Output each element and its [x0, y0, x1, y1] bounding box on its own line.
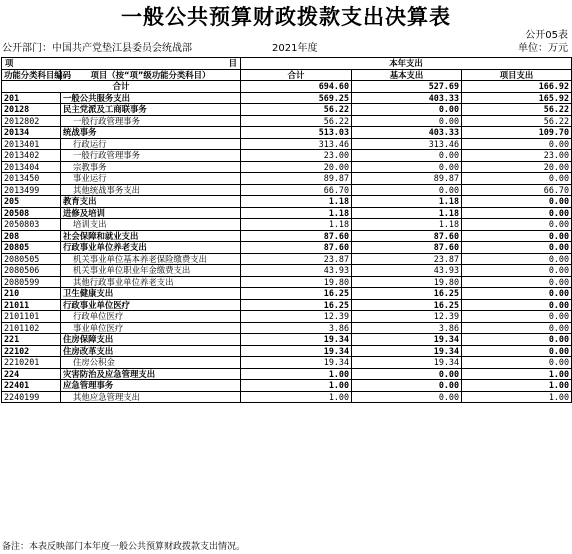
row-name: [61, 380, 241, 392]
table-row: [2, 391, 572, 403]
table-row: [2, 138, 572, 150]
row-basic: 0.00: [352, 150, 462, 162]
row-project: 1.00: [462, 368, 572, 380]
row-code: 22401: [2, 380, 61, 392]
row-name-text: 行政运行: [73, 138, 107, 149]
header-code: 功能分类科目编码: [2, 69, 61, 81]
total-sum: 694.60: [241, 81, 352, 93]
row-basic: 1.18: [352, 219, 462, 231]
row-total: 513.03: [241, 127, 352, 139]
row-total: 19.80: [241, 276, 352, 288]
row-name-text: 培训支出: [73, 219, 107, 229]
row-name-text: 行政事业单位养老支出: [63, 242, 147, 252]
row-code: 224: [2, 368, 61, 380]
row-project: 20.00: [462, 161, 572, 173]
table-row: [2, 242, 572, 254]
table-row: [2, 345, 572, 357]
row-basic: 0.00: [352, 161, 462, 173]
row-project: 1.00: [462, 380, 572, 392]
row-project: 0.00: [462, 311, 572, 323]
table-row: [2, 115, 572, 127]
row-name-text: 其他应急管理支出: [73, 391, 140, 402]
row-code: 2240199: [2, 391, 61, 403]
row-total: 12.39: [241, 311, 352, 323]
table-row: [2, 334, 572, 346]
row-name: [61, 299, 241, 311]
row-basic: 313.46: [352, 138, 462, 150]
row-total: 16.25: [241, 299, 352, 311]
row-name: [61, 288, 241, 300]
header-item-right: 目: [228, 58, 237, 68]
row-total: 1.18: [241, 207, 352, 219]
row-name-text: 事业运行: [73, 173, 107, 183]
row-project: 23.00: [462, 150, 572, 162]
row-name-text: 进修及培训: [63, 207, 105, 218]
row-name-text: 宗教事务: [73, 161, 107, 172]
row-code: 2080599: [2, 276, 61, 288]
row-basic: 12.39: [352, 311, 462, 323]
row-project: 56.22: [462, 104, 572, 116]
row-name: [61, 104, 241, 116]
row-project: 0.00: [462, 253, 572, 265]
row-basic: 0.00: [352, 104, 462, 116]
row-basic: 0.00: [352, 115, 462, 127]
row-name: [61, 138, 241, 150]
row-code: 2013401: [2, 138, 61, 150]
currency-unit: 单位：万元: [518, 43, 568, 54]
row-name-text: 其他统战事务支出: [73, 184, 140, 195]
table-row: [2, 150, 572, 162]
row-project: 0.00: [462, 242, 572, 254]
table-row: [2, 299, 572, 311]
total-basic: 527.69: [352, 81, 462, 93]
row-code: 201: [2, 92, 61, 104]
table-row: [2, 380, 572, 392]
row-name: [61, 357, 241, 369]
row-total: 87.60: [241, 230, 352, 242]
row-project: 0.00: [462, 138, 572, 150]
table-row: [2, 184, 572, 196]
row-name: [61, 92, 241, 104]
form-code: 公开05表: [525, 30, 568, 41]
row-code: 21011: [2, 299, 61, 311]
table-row: [2, 311, 572, 323]
header-item-left: 项: [5, 58, 14, 68]
row-code: 2101102: [2, 322, 61, 334]
row-total: 16.25: [241, 288, 352, 300]
row-name-text: 一般公共服务支出: [63, 92, 130, 103]
row-name-text: 行政事业单位医疗: [63, 299, 130, 310]
row-basic: 3.86: [352, 322, 462, 334]
row-total: 56.22: [241, 104, 352, 116]
row-project: 0.00: [462, 265, 572, 277]
row-project: 165.92: [462, 92, 572, 104]
table-row: [2, 230, 572, 242]
row-name: [61, 173, 241, 185]
row-basic: 19.34: [352, 334, 462, 346]
row-basic: 19.80: [352, 276, 462, 288]
row-total: 569.25: [241, 92, 352, 104]
row-basic: 0.00: [352, 391, 462, 403]
row-name-text: 行政单位医疗: [73, 311, 124, 321]
row-basic: 1.18: [352, 207, 462, 219]
table-row: [2, 253, 572, 265]
row-name: [61, 115, 241, 127]
header-name: 项目（按“项”级功能分类科目）: [61, 69, 241, 81]
table-row: [2, 207, 572, 219]
row-name-text: 机关事业单位职业年金缴费支出: [73, 265, 191, 275]
row-basic: 403.33: [352, 127, 462, 139]
row-name-text: 社会保障和就业支出: [63, 230, 139, 241]
row-project: 0.00: [462, 207, 572, 219]
row-project: 109.70: [462, 127, 572, 139]
row-project: 1.00: [462, 391, 572, 403]
row-code: 2080505: [2, 253, 61, 265]
table-row: [2, 196, 572, 208]
table-row: [2, 92, 572, 104]
row-project: 0.00: [462, 322, 572, 334]
fiscal-year: 2021年度: [272, 43, 318, 54]
row-basic: 0.00: [352, 380, 462, 392]
row-basic: 19.34: [352, 345, 462, 357]
row-name: [61, 265, 241, 277]
table-row: [2, 357, 572, 369]
row-name-text: 一般行政管理事务: [73, 115, 140, 126]
report-title: 一般公共预算财政拨款支出决算表: [121, 5, 451, 29]
row-name: [61, 311, 241, 323]
row-code: 2101101: [2, 311, 61, 323]
header-total: 合计: [241, 69, 352, 81]
row-name: [61, 207, 241, 219]
table-row: [2, 161, 572, 173]
row-name: [61, 242, 241, 254]
row-total: 56.22: [241, 115, 352, 127]
row-total: 1.00: [241, 368, 352, 380]
row-name: [61, 184, 241, 196]
row-name-text: 住房公积金: [73, 357, 115, 367]
row-code: 20508: [2, 207, 61, 219]
row-total: 313.46: [241, 138, 352, 150]
row-name-text: 统战事务: [63, 127, 97, 137]
expenditure-table: [1, 57, 572, 403]
row-name-text: 其他行政事业单位养老支出: [73, 276, 174, 287]
row-total: 23.00: [241, 150, 352, 162]
row-name: [61, 230, 241, 242]
row-code: 2210201: [2, 357, 61, 369]
row-code: 22102: [2, 345, 61, 357]
row-project: 0.00: [462, 219, 572, 231]
table-row: [2, 219, 572, 231]
row-basic: 1.18: [352, 196, 462, 208]
row-code: 221: [2, 334, 61, 346]
row-code: 20134: [2, 127, 61, 139]
total-label: 合计: [2, 81, 241, 93]
table-row: [2, 276, 572, 288]
row-total: 3.86: [241, 322, 352, 334]
row-project: 0.00: [462, 173, 572, 185]
row-name-text: 民主党派及工商联事务: [63, 104, 147, 114]
table-row: [2, 368, 572, 380]
row-code: 205: [2, 196, 61, 208]
row-name: [61, 219, 241, 231]
table-row: [2, 288, 572, 300]
row-name-text: 住房改革支出: [63, 345, 114, 356]
header-item: [2, 58, 241, 70]
row-project: 0.00: [462, 196, 572, 208]
row-name-text: 卫生健康支出: [63, 288, 114, 298]
row-basic: 19.34: [352, 357, 462, 369]
row-project: 56.22: [462, 115, 572, 127]
row-name-text: 应急管理事务: [63, 380, 114, 390]
table-row: [2, 322, 572, 334]
row-basic: 0.00: [352, 184, 462, 196]
table-row: [2, 265, 572, 277]
row-project: 0.00: [462, 299, 572, 311]
row-code: 2013402: [2, 150, 61, 162]
row-basic: 87.60: [352, 230, 462, 242]
row-name: [61, 368, 241, 380]
row-name-text: 教育支出: [63, 196, 97, 206]
row-basic: 16.25: [352, 299, 462, 311]
table-header-row: [2, 58, 572, 70]
row-total: 1.00: [241, 380, 352, 392]
row-total: 43.93: [241, 265, 352, 277]
row-project: 0.00: [462, 334, 572, 346]
row-total: 66.70: [241, 184, 352, 196]
row-total: 1.18: [241, 196, 352, 208]
row-basic: 16.25: [352, 288, 462, 300]
row-code: 2013404: [2, 161, 61, 173]
row-total: 20.00: [241, 161, 352, 173]
row-basic: 23.87: [352, 253, 462, 265]
row-name: [61, 253, 241, 265]
row-basic: 87.60: [352, 242, 462, 254]
row-name: [61, 150, 241, 162]
row-total: 19.34: [241, 357, 352, 369]
table-row: [2, 173, 572, 185]
row-basic: 89.87: [352, 173, 462, 185]
row-name-text: 灾害防治及应急管理支出: [63, 368, 156, 379]
row-name: [61, 161, 241, 173]
row-code: 20805: [2, 242, 61, 254]
row-total: 19.34: [241, 334, 352, 346]
row-name: [61, 196, 241, 208]
row-code: 20128: [2, 104, 61, 116]
footnote: 备注：本表反映部门本年度一般公共预算财政拨款支出情况。: [2, 542, 246, 552]
row-code: 208: [2, 230, 61, 242]
row-total: 1.18: [241, 219, 352, 231]
row-project: 0.00: [462, 230, 572, 242]
row-project: 0.00: [462, 276, 572, 288]
row-name: [61, 322, 241, 334]
row-code: 2013450: [2, 173, 61, 185]
row-project: 0.00: [462, 345, 572, 357]
row-name: [61, 391, 241, 403]
row-code: 2050803: [2, 219, 61, 231]
header-basic: 基本支出: [352, 69, 462, 81]
row-code: 210: [2, 288, 61, 300]
row-name-text: 机关事业单位基本养老保险缴费支出: [73, 253, 207, 264]
row-code: 2013499: [2, 184, 61, 196]
row-name: [61, 334, 241, 346]
row-name-text: 住房保障支出: [63, 334, 114, 344]
row-total: 89.87: [241, 173, 352, 185]
row-total: 23.87: [241, 253, 352, 265]
row-total: 1.00: [241, 391, 352, 403]
total-project: 166.92: [462, 81, 572, 93]
row-code: 2080506: [2, 265, 61, 277]
row-project: 0.00: [462, 357, 572, 369]
row-name: [61, 127, 241, 139]
header-current-year: 本年支出: [241, 58, 572, 70]
table-row: [2, 127, 572, 139]
table-subheader-row: [2, 69, 572, 81]
row-name: [61, 276, 241, 288]
row-basic: 43.93: [352, 265, 462, 277]
row-total: 87.60: [241, 242, 352, 254]
header-project: 项目支出: [462, 69, 572, 81]
row-project: 66.70: [462, 184, 572, 196]
total-row: [2, 81, 572, 93]
row-name-text: 一般行政管理事务: [73, 150, 140, 160]
row-total: 19.34: [241, 345, 352, 357]
row-project: 0.00: [462, 288, 572, 300]
row-code: 2012802: [2, 115, 61, 127]
row-basic: 0.00: [352, 368, 462, 380]
row-basic: 403.33: [352, 92, 462, 104]
table-row: [2, 104, 572, 116]
row-name-text: 事业单位医疗: [73, 322, 124, 333]
department-label: 公开部门：中国共产党垫江县委员会统战部: [2, 43, 192, 54]
row-name: [61, 345, 241, 357]
report-meta: [2, 42, 570, 56]
